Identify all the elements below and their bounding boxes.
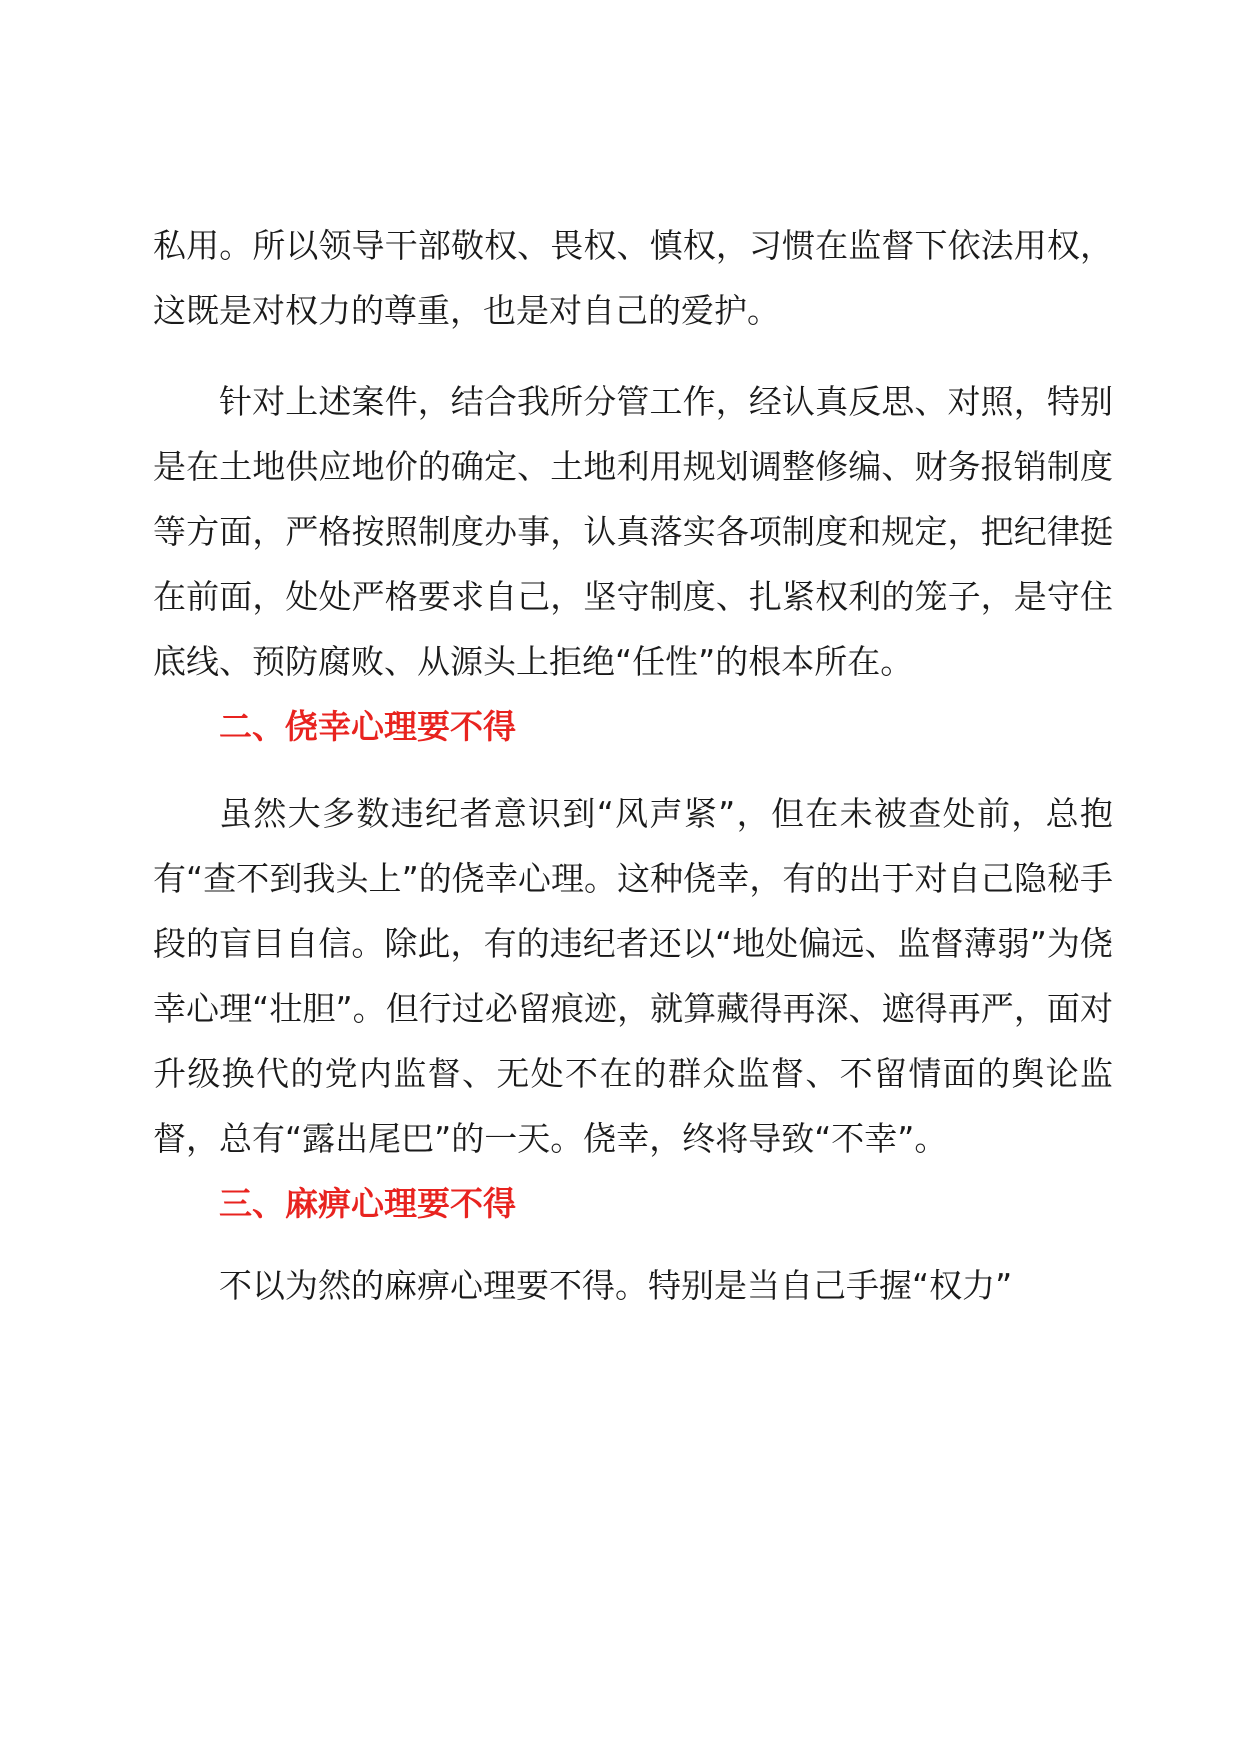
- paragraph-numbness-mentality: 不以为然的麻痹心理要不得。特别是当自己手握“权力”: [219, 1266, 1013, 1305]
- section-heading-two: 二、侥幸心理要不得: [219, 707, 516, 746]
- paragraph-luck-mentality: 虽然大多数违纪者意识到“风声紧”，但在未被查处前，总抱有“查不到我头上”的侥幸心理。这种侥幸，有的出于对自己隐秘手段的盲目自信。除此，有的违纪者还以“地处偏远、监督薄弱”为侥幸心理“壮胆”。但行过必留痕迹，就算藏得再深、遮得再严，面对升级换代的党内监督、无处不在的群众监督、不留情面的舆论监督，总有“露出尾巴”的一天。侥幸，终将导致“不幸”。: [153, 794, 1113, 1158]
- document-page: [153, 213, 1113, 1318]
- paragraph-case-reflection: 针对上述案件，结合我所分管工作，经认真反思、对照，特别是在土地供应地价的确定、土地利用规划调整修编、财务报销制度等方面，严格按照制度办事，认真落实各项制度和规定，把纪律挺在前面，处处严格要求自己，坚守制度、扎紧权利的笼子，是守住底线、预防腐败、从源头上拒绝“任性”的根本所在。: [153, 382, 1113, 681]
- paragraph-continuation: 私用。所以领导干部敬权、畏权、慎权，习惯在监督下依法用权，这既是对权力的尊重，也是对自己的爱护。: [153, 226, 1113, 330]
- section-heading-three: 三、麻痹心理要不得: [219, 1184, 516, 1223]
